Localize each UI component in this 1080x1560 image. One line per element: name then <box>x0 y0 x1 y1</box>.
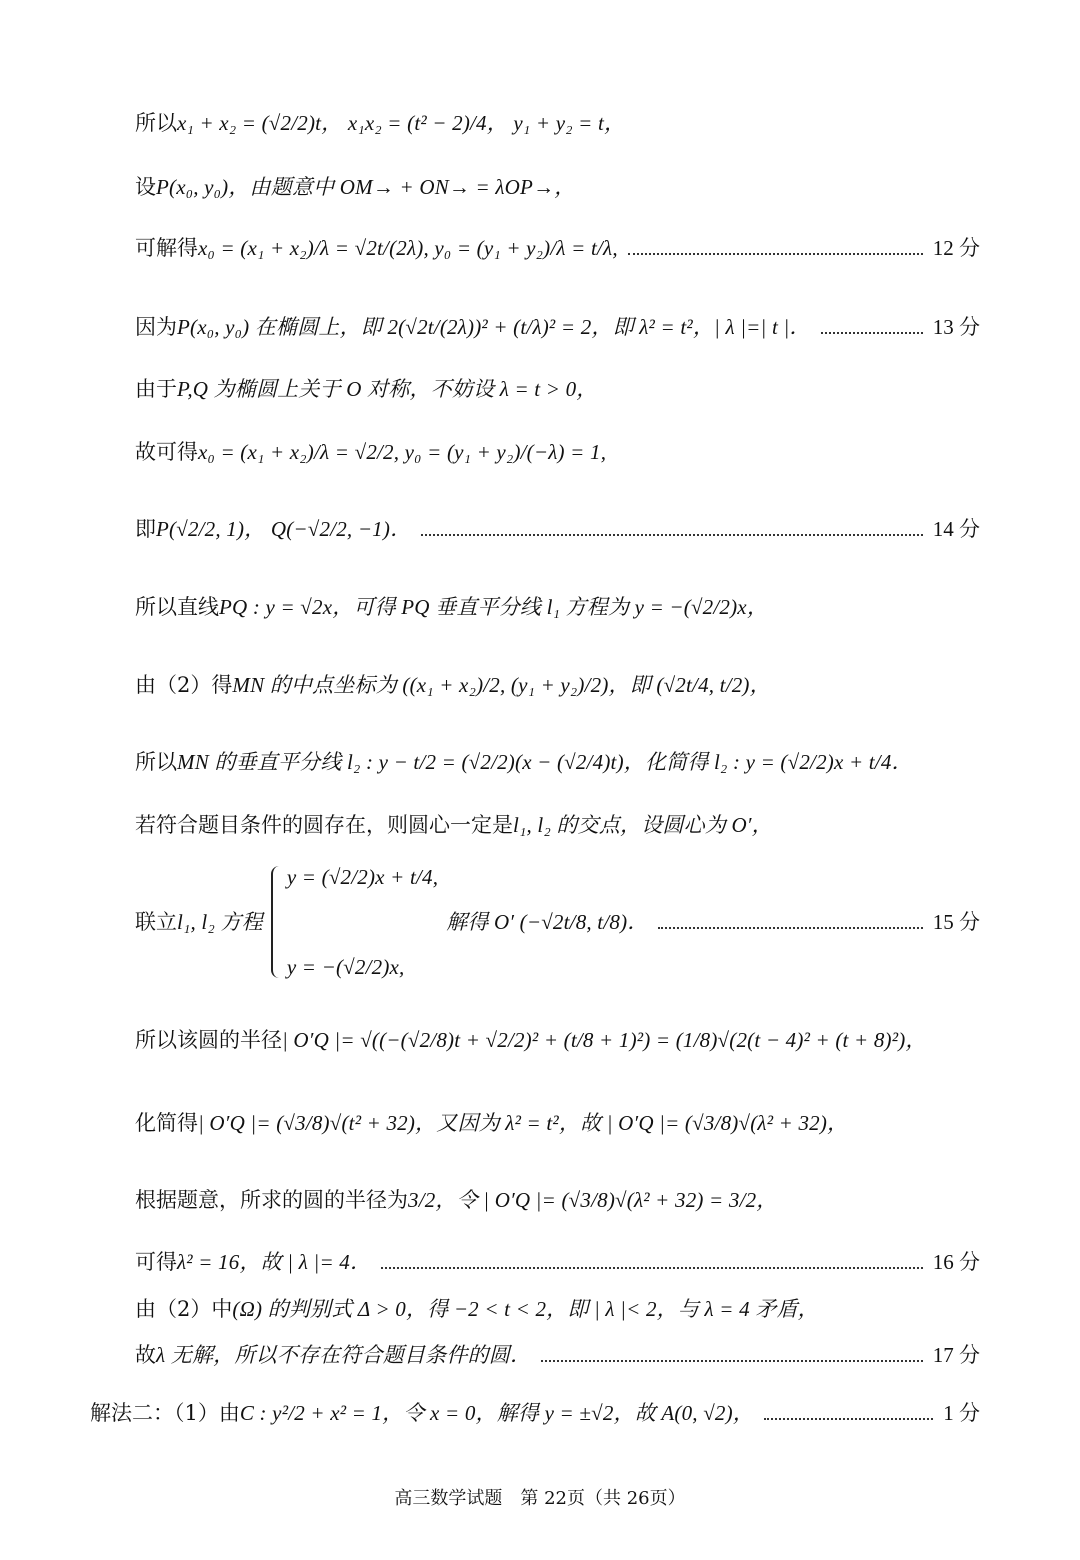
line-text: 可解得 <box>135 236 198 260</box>
system-equations <box>287 862 438 982</box>
line-12-system <box>135 862 980 982</box>
line-text: 所以 <box>135 111 177 135</box>
score-mark: 12 分 <box>932 236 980 260</box>
line-9 <box>135 670 980 700</box>
line-18 <box>135 1340 980 1370</box>
line-16 <box>135 1247 980 1277</box>
dot-leader <box>381 1267 923 1269</box>
score-mark: 1 分 <box>943 1401 980 1425</box>
line-text: 由（2）中 <box>135 1297 233 1321</box>
line-math: x₀ = (x₁ + x₂)/λ = √2t/(2λ), y₀ = (y₁ + y₂)/λ = t/λ, <box>198 236 618 260</box>
line-math: | O′Q |= (√3/8)√(t² + 32)，又因为 λ² = t²，故 | O′Q |= (√3/8)√(λ² + 32)， <box>198 1111 849 1135</box>
line-6 <box>135 437 980 467</box>
line-text: 可得 <box>135 1250 177 1274</box>
dot-leader <box>541 1360 923 1362</box>
equation-system <box>271 862 438 982</box>
line-7 <box>135 514 980 544</box>
line-text: 所以该圆的半径 <box>135 1028 282 1052</box>
line-math: l₁, l₂ 的交点，设圆心为 O′， <box>513 813 773 837</box>
line-15 <box>135 1185 980 1215</box>
line-text: 由（2）得 <box>135 673 233 697</box>
dot-leader <box>628 253 923 255</box>
line-math: P(x₀, y₀)，由题意中 OM→ + ON→ = λOP→， <box>156 175 576 199</box>
line-text: 设 <box>135 175 156 199</box>
line-math: (Ω) 的判别式 Δ > 0，得 −2 < t < 2，即 | λ |< 2，与 λ = 4 矛盾， <box>232 1297 819 1321</box>
line-math: | O′Q |= √((−(√2/8)t + √2/2)² + (t/8 + 1)²) = (1/8)√(2(t − 4)² + (t + 8)²)， <box>282 1028 927 1052</box>
line-text: 由于 <box>135 377 177 401</box>
line-11 <box>135 810 980 840</box>
line-math: λ 无解，所以不存在符合题目条件的圆． <box>156 1343 532 1367</box>
line-text: 所以 <box>135 750 177 774</box>
line-text: 故 <box>135 1343 156 1367</box>
line-13 <box>135 1025 980 1055</box>
line-2 <box>135 172 980 202</box>
line-1 <box>135 108 980 138</box>
line-text: 故可得 <box>135 440 198 464</box>
line-math: P(x₀, y₀) 在椭圆上，即 2(√2t/(2λ))² + (t/λ)² = 2，即 λ² = t²，| λ |=| t |． <box>177 315 811 339</box>
line-math: 3/2，令 | O′Q |= (√3/8)√(λ² + 32) = 3/2， <box>408 1188 778 1212</box>
line-math: MN 的中点坐标为 ((x₁ + x₂)/2, (y₁ + y₂)/2)，即 (√2t/4, t/2)， <box>232 673 771 697</box>
line-text: 即 <box>135 517 156 541</box>
line-14 <box>135 1108 980 1138</box>
line-text: 化简得 <box>135 1111 198 1135</box>
page-footer: 高三数学试题 第 22页（共 26页） <box>394 1488 686 1509</box>
system-result: 解得 O′ (−√2t/8, t/8)． <box>446 910 649 934</box>
line-math: x₀ = (x₁ + x₂)/λ = √2/2, y₀ = (y₁ + y₂)/(−λ) = 1, <box>198 440 607 464</box>
brace-symbol <box>271 866 281 978</box>
line-text: 根据题意，所求的圆的半径为 <box>135 1188 408 1212</box>
line-math: P,Q 为椭圆上关于 O 对称，不妨设 λ = t > 0， <box>177 377 598 401</box>
line-text: 若符合题目条件的圆存在，则圆心一定是 <box>135 813 513 837</box>
dot-leader <box>421 534 922 536</box>
line-5 <box>135 374 980 404</box>
line-math: λ² = 16，故 | λ |= 4． <box>177 1250 372 1274</box>
line-math: C : y²/2 + x² = 1，令 x = 0，解得 y = ±√2，故 A(0, √2)， <box>239 1401 755 1425</box>
score-mark: 15 分 <box>932 910 980 934</box>
system-eq-2: y = −(√2/2)x, <box>286 955 405 979</box>
line-text: 解法二：（1）由 <box>90 1401 240 1425</box>
score-mark: 17 分 <box>932 1343 980 1367</box>
line-text: 因为 <box>135 315 177 339</box>
line-math: l₁, l₂ 方程 <box>177 910 263 934</box>
line-math: PQ : y = √2x，可得 PQ 垂直平分线 l₁ 方程为 y = −(√2/2)x， <box>219 595 769 619</box>
line-math: P(√2/2, 1)， Q(−√2/2, −1)． <box>156 517 412 541</box>
line-text: 所以直线 <box>135 595 219 619</box>
system-eq-1: y = (√2/2)x + t/4, <box>286 865 439 889</box>
line-math: x₁ + x₂ = (√2/2)t， x₁x₂ = (t² − 2)/4， y₁ + y₂ = t， <box>177 111 626 135</box>
line-text: 联立 <box>135 910 177 934</box>
line-10 <box>135 747 980 777</box>
score-mark: 16 分 <box>932 1250 980 1274</box>
score-mark: 13 分 <box>932 315 980 339</box>
line-8 <box>135 592 980 622</box>
line-19 <box>90 1398 980 1428</box>
line-math: MN 的垂直平分线 l₂ : y − t/2 = (√2/2)(x − (√2/4)t)，化简得 l₂ : y = (√2/2)x + t/4． <box>177 750 913 774</box>
score-mark: 14 分 <box>932 517 980 541</box>
dot-leader <box>821 332 923 334</box>
line-17 <box>135 1294 980 1324</box>
line-4 <box>135 312 980 342</box>
dot-leader <box>658 927 922 929</box>
line-3 <box>135 233 980 263</box>
dot-leader <box>764 1418 933 1420</box>
